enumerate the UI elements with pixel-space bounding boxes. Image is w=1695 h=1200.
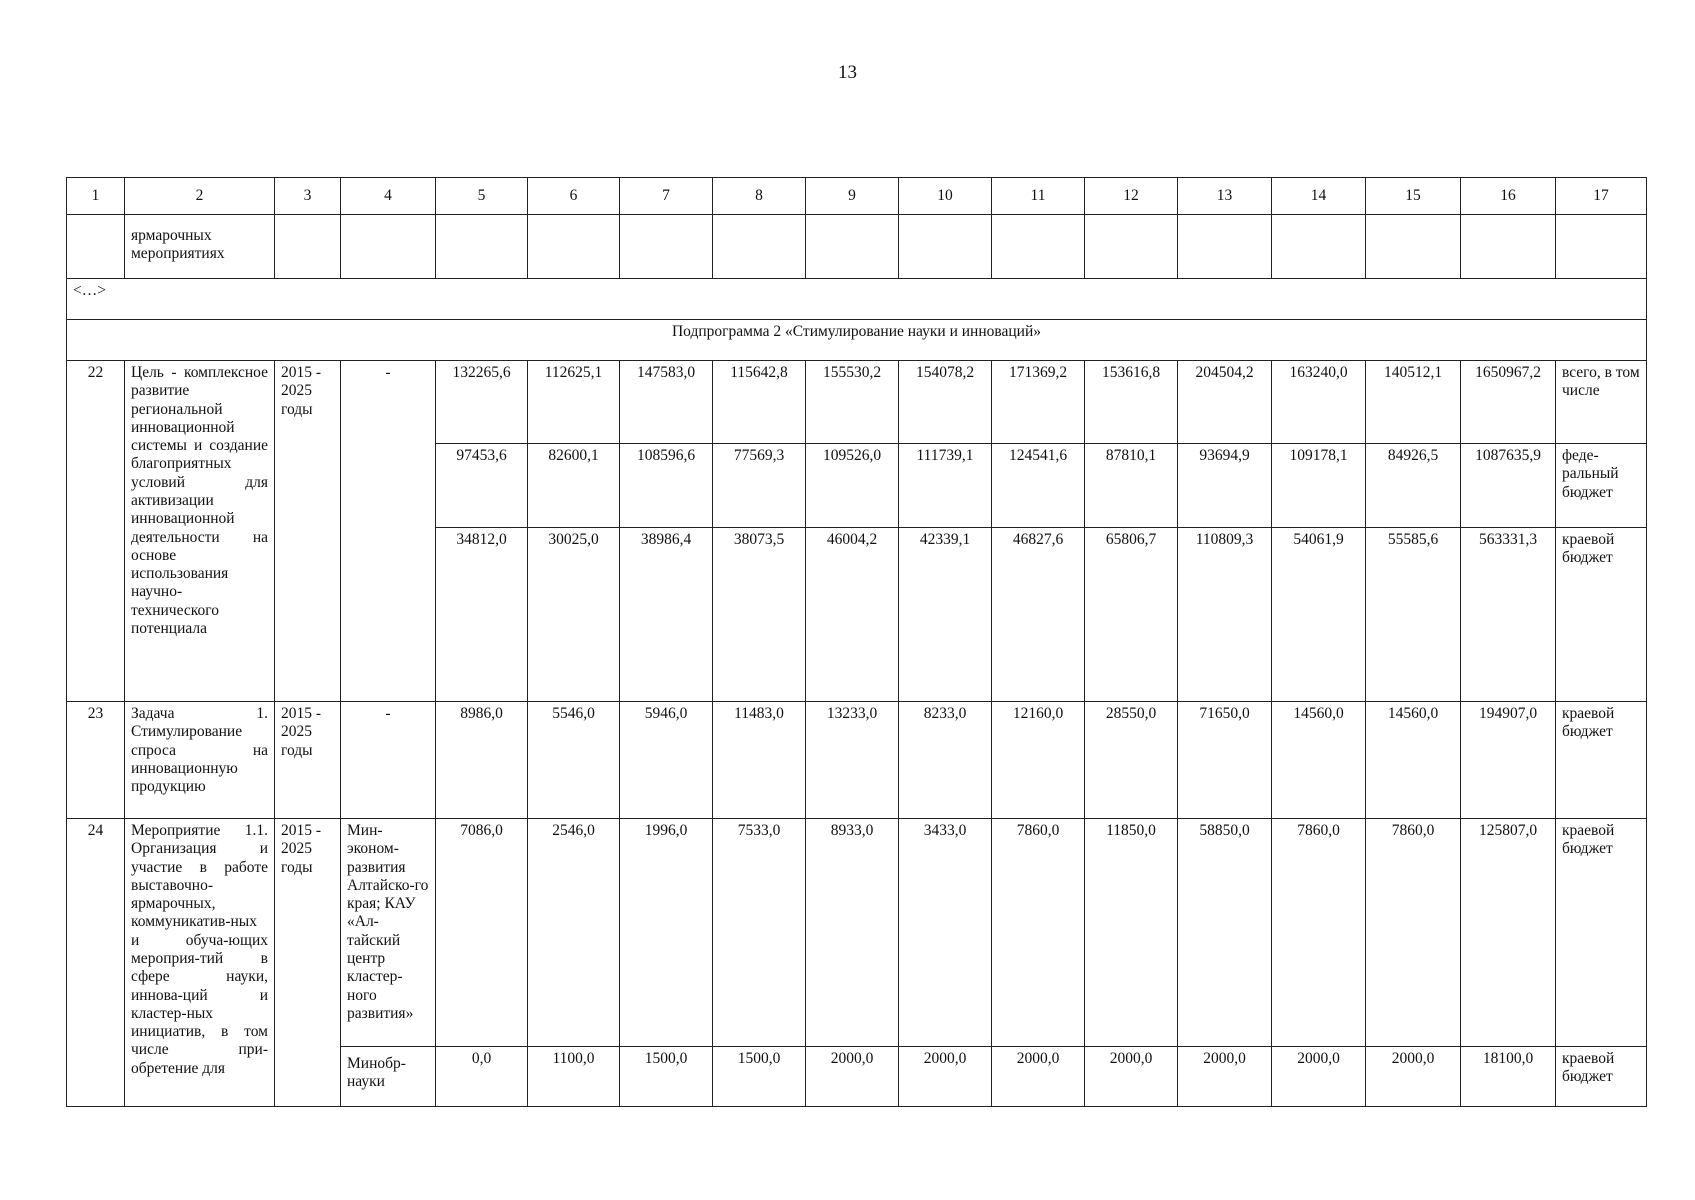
subprogram-row [67,320,1647,361]
value-cell: 1500,0 [620,1047,713,1107]
value-cell: 2000,0 [1366,1047,1461,1107]
value-cell: 2000,0 [806,1047,899,1107]
column-header: 12 [1085,178,1178,215]
value-cell: 38986,4 [620,528,713,702]
value-cell: 13233,0 [806,702,899,819]
value-cell: 0,0 [436,1047,528,1107]
funding-source: всего, в том числе [1556,361,1647,444]
value-cell: 7860,0 [1366,819,1461,1047]
continuation-text: ярмарочных мероприятиях [125,215,275,279]
total-cell: 563331,3 [1461,528,1556,702]
value-cell: 11850,0 [1085,819,1178,1047]
total-cell: 1087635,9 [1461,444,1556,528]
value-cell: 2000,0 [1085,1047,1178,1107]
value-cell: 55585,6 [1366,528,1461,702]
value-cell: 7086,0 [436,819,528,1047]
value-cell: 2000,0 [1178,1047,1272,1107]
value-cell: 54061,9 [1272,528,1366,702]
page-number: 13 [838,62,857,83]
total-cell: 18100,0 [1461,1047,1556,1107]
row-executor: - [341,702,436,819]
value-cell: 5946,0 [620,702,713,819]
value-cell: 109178,1 [1272,444,1366,528]
column-header: 2 [125,178,275,215]
value-cell: 108596,6 [620,444,713,528]
total-cell: 1650967,2 [1461,361,1556,444]
value-cell: 154078,2 [899,361,992,444]
value-cell: 115642,8 [713,361,806,444]
column-header: 6 [528,178,620,215]
value-cell: 124541,6 [992,444,1085,528]
value-cell: 2000,0 [1272,1047,1366,1107]
value-cell: 84926,5 [1366,444,1461,528]
value-cell: 2000,0 [899,1047,992,1107]
column-header: 9 [806,178,899,215]
value-cell: 71650,0 [1178,702,1272,819]
value-cell: 82600,1 [528,444,620,528]
funding-source: краевой бюджет [1556,819,1647,1047]
value-cell: 93694,9 [1178,444,1272,528]
value-cell: 7860,0 [1272,819,1366,1047]
row-executor: Минобр-науки [341,1047,436,1107]
column-header: 7 [620,178,713,215]
value-cell: 46827,6 [992,528,1085,702]
column-header: 15 [1366,178,1461,215]
value-cell: 14560,0 [1366,702,1461,819]
row-title: Мероприятие 1.1. Организация и участие в работе выставочно-ярмарочных, коммуникатив-ных и обуча-ющих мероприя-тий в сфере науки, иннова-ций и кластер-ных инициатив, в том числе при-обретение для [125,819,275,1107]
column-header: 11 [992,178,1085,215]
row-title: Задача 1. Стимулирование спроса на инновационную продукцию [125,702,275,819]
value-cell: 34812,0 [436,528,528,702]
value-cell: 12160,0 [992,702,1085,819]
column-header: 5 [436,178,528,215]
value-cell: 204504,2 [1178,361,1272,444]
value-cell: 109526,0 [806,444,899,528]
value-cell: 171369,2 [992,361,1085,444]
value-cell: 28550,0 [1085,702,1178,819]
value-cell: 58850,0 [1178,819,1272,1047]
value-cell: 7533,0 [713,819,806,1047]
value-cell: 8233,0 [899,702,992,819]
row-number: 22 [67,361,125,702]
value-cell: 132265,6 [436,361,528,444]
column-header: 1 [67,178,125,215]
value-cell: 8986,0 [436,702,528,819]
value-cell: 38073,5 [713,528,806,702]
ellipsis-row [67,279,1647,320]
value-cell: 155530,2 [806,361,899,444]
row-executor: - [341,361,436,702]
table-row-24 [67,819,1647,1047]
total-cell: 125807,0 [1461,819,1556,1047]
value-cell: 163240,0 [1272,361,1366,444]
value-cell: 2546,0 [528,819,620,1047]
value-cell: 7860,0 [992,819,1085,1047]
row-number: 23 [67,702,125,819]
column-header: 13 [1178,178,1272,215]
row-period: 2015 - 2025 годы [275,702,341,819]
budget-table [66,177,1647,1107]
column-header: 4 [341,178,436,215]
funding-source: краевой бюджет [1556,1047,1647,1107]
value-cell: 140512,1 [1366,361,1461,444]
column-header: 10 [899,178,992,215]
value-cell: 112625,1 [528,361,620,444]
row-executor: Мин-эконом-развития Алтайско-го края; КАУ «Ал-тайский центр кластер-ного развития» [341,819,436,1047]
table-row-22 [67,361,1647,444]
value-cell: 110809,3 [1178,528,1272,702]
column-header: 3 [275,178,341,215]
value-cell: 1996,0 [620,819,713,1047]
value-cell: 8933,0 [806,819,899,1047]
value-cell: 111739,1 [899,444,992,528]
value-cell: 30025,0 [528,528,620,702]
value-cell: 97453,6 [436,444,528,528]
value-cell: 3433,0 [899,819,992,1047]
row-title: Цель - комплексное развитие региональной инновационной системы и создание благоприятных условий для активизации инновационной деятельности на основе использования научно-технического потенциала [125,361,275,702]
value-cell: 2000,0 [992,1047,1085,1107]
column-header: 8 [713,178,806,215]
total-cell: 194907,0 [1461,702,1556,819]
column-header: 16 [1461,178,1556,215]
row-period: 2015 - 2025 годы [275,819,341,1107]
value-cell: 147583,0 [620,361,713,444]
funding-source: краевой бюджет [1556,528,1647,702]
continuation-row [67,215,1647,279]
value-cell: 87810,1 [1085,444,1178,528]
row-period: 2015 - 2025 годы [275,361,341,702]
table-row-23 [67,702,1647,819]
funding-source: феде-ральный бюджет [1556,444,1647,528]
value-cell: 14560,0 [1272,702,1366,819]
value-cell: 65806,7 [1085,528,1178,702]
value-cell: 153616,8 [1085,361,1178,444]
row-number: 24 [67,819,125,1107]
value-cell: 5546,0 [528,702,620,819]
value-cell: 46004,2 [806,528,899,702]
value-cell: 11483,0 [713,702,806,819]
value-cell: 1100,0 [528,1047,620,1107]
subprogram-title: Подпрограмма 2 «Стимулирование науки и инноваций» [67,320,1647,361]
ellipsis-marker: <…> [67,279,1647,320]
column-header: 14 [1272,178,1366,215]
value-cell: 42339,1 [899,528,992,702]
value-cell: 77569,3 [713,444,806,528]
value-cell: 1500,0 [713,1047,806,1107]
funding-source: краевой бюджет [1556,702,1647,819]
column-header: 17 [1556,178,1647,215]
column-header-row [67,178,1647,215]
